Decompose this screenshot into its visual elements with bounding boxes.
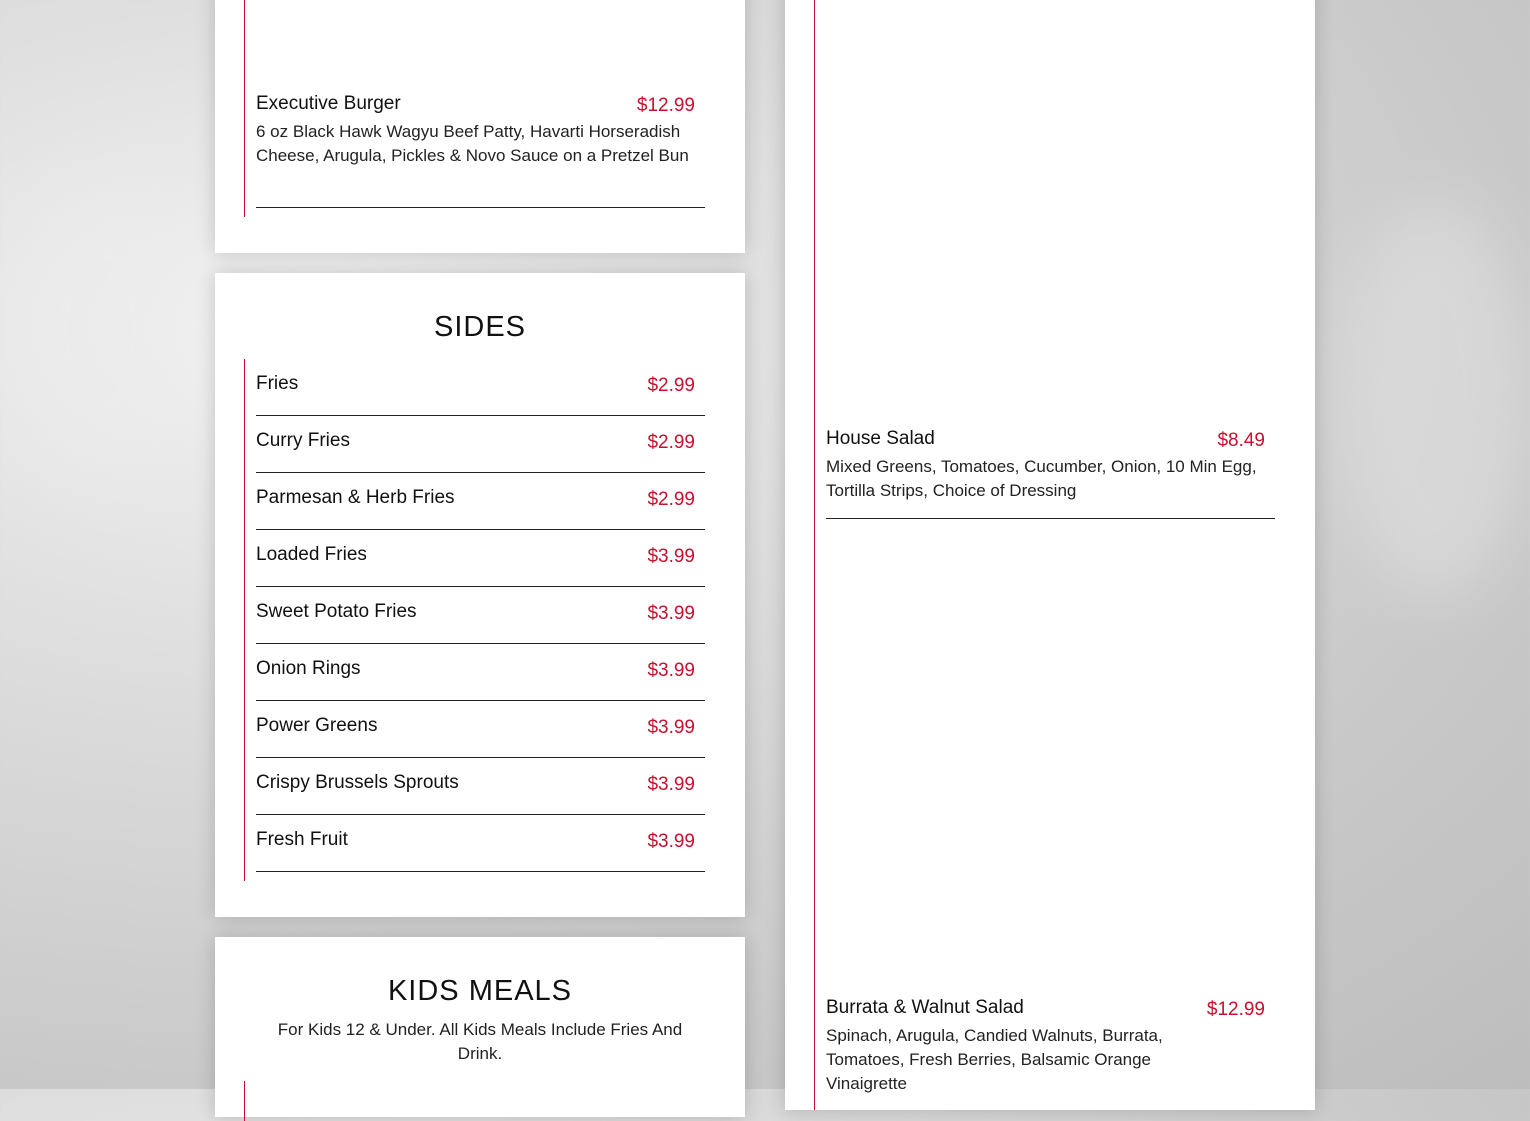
- item-price: $12.99: [1206, 999, 1265, 1020]
- kids-meals-card: [215, 937, 745, 1117]
- menu-item: [256, 544, 705, 587]
- item-description: Mixed Greens, Tomatoes, Cucumber, Onion, 10 Min Egg, Tortilla Strips, Choice of Dressing: [826, 457, 1257, 500]
- item-name: Fresh Fruit: [256, 829, 348, 850]
- item-price: $2.99: [647, 375, 695, 396]
- item-name: Parmesan & Herb Fries: [256, 487, 455, 508]
- menu-item: [256, 93, 705, 208]
- menu-item: [256, 430, 705, 473]
- item-name: Loaded Fries: [256, 544, 367, 565]
- menu-item: [256, 373, 705, 416]
- burgers-card: [215, 0, 745, 253]
- accent-line: [244, 1081, 245, 1121]
- menu-item: [256, 601, 705, 644]
- section-subtitle: For Kids 12 & Under. All Kids Meals Include Fries And Drink.: [277, 1020, 683, 1063]
- item-name: Executive Burger: [256, 93, 401, 114]
- menu-item: [256, 715, 705, 758]
- item-price: $3.99: [647, 660, 695, 681]
- menu-item: [256, 829, 705, 872]
- item-price: $2.99: [647, 432, 695, 453]
- menu-item: [256, 658, 705, 701]
- menu-item: [826, 428, 1275, 519]
- item-price: $2.99: [647, 489, 695, 510]
- item-name: Fries: [256, 373, 299, 394]
- item-price: $3.99: [647, 717, 695, 738]
- accent-line: [814, 0, 815, 1110]
- item-name: Sweet Potato Fries: [256, 601, 417, 622]
- item-name: House Salad: [826, 428, 935, 449]
- item-price: $3.99: [647, 774, 695, 795]
- item-price: $3.99: [647, 603, 695, 624]
- menu-item: [826, 997, 1275, 1107]
- section-title: KIDS MEALS: [387, 975, 573, 1007]
- item-price: $3.99: [647, 546, 695, 567]
- item-name: Onion Rings: [256, 658, 361, 679]
- item-name: Burrata & Walnut Salad: [826, 997, 1024, 1018]
- item-name: Crispy Brussels Sprouts: [256, 772, 459, 793]
- item-price: $3.99: [647, 831, 695, 852]
- item-description: Spinach, Arugula, Candied Walnuts, Burrata, Tomatoes, Fresh Berries, Balsamic Orange Vinaigrette: [826, 1026, 1163, 1093]
- sides-card: [215, 273, 745, 917]
- item-name: Power Greens: [256, 715, 378, 736]
- accent-line: [244, 359, 245, 881]
- item-price: $12.99: [636, 95, 695, 116]
- salads-card: [785, 0, 1315, 1110]
- section-title: SIDES: [433, 311, 527, 343]
- accent-line: [244, 0, 245, 217]
- item-price: $8.49: [1217, 430, 1265, 451]
- item-description: 6 oz Black Hawk Wagyu Beef Patty, Havarti Horseradish Cheese, Arugula, Pickles & Novo Sauce on a Pretzel Bun: [256, 122, 689, 165]
- menu-item: [256, 487, 705, 530]
- item-name: Curry Fries: [256, 430, 350, 451]
- menu-item: [256, 772, 705, 815]
